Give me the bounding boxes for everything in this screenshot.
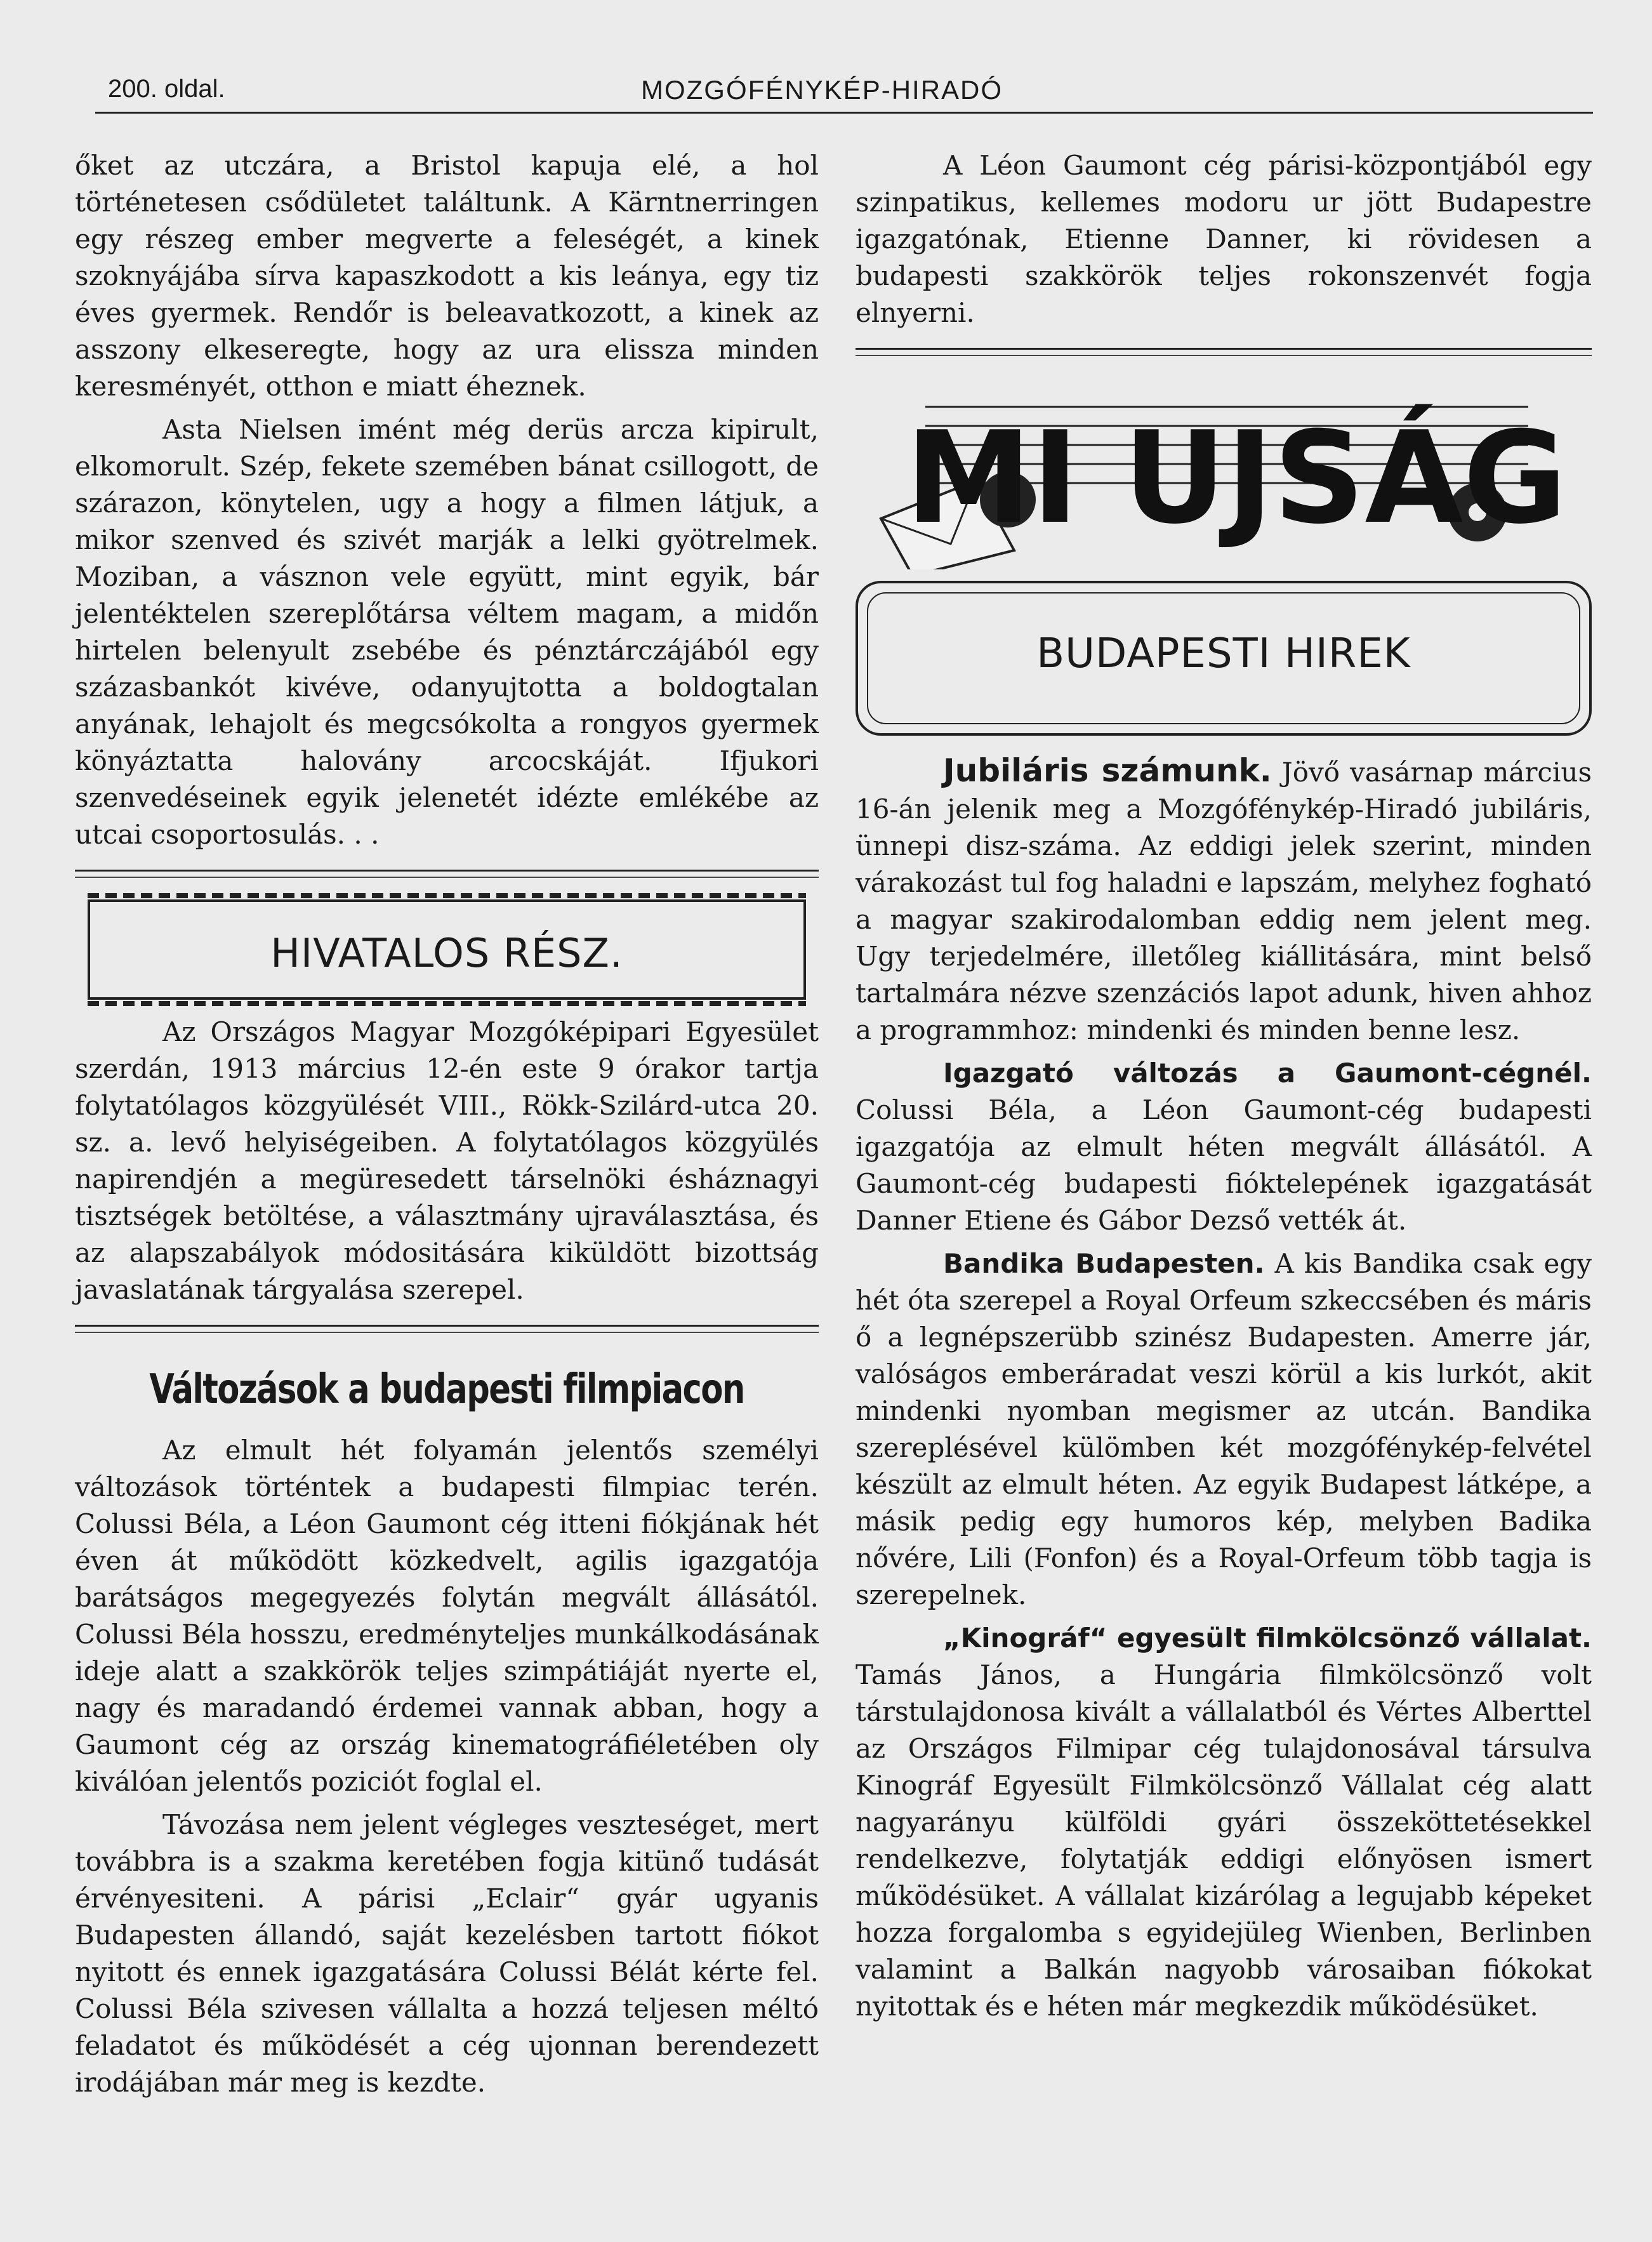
news-body: Jövő vasárnap március 16-án jelenik meg a Mozgófénykép-Hiradó jubiláris, ünnepi disz-száma. Az eddigi jelek szerint, minden várakozást tul fog haladni e lapszám, melyhez fogható a magyar szakirodalomban eddig nem jelent meg. Ugy terjedelmére, illetőleg kiállitására, mint belső tartalmára nézve szenzációs lapot adunk, hiven ahhoz a programmhoz: mindenki és minden benne lesz. [856,757,1592,1045]
news-item [856,752,1592,1049]
budapesti-hirek-box [856,581,1592,736]
paragraph: Asta Nielsen imént még derüs arcza kipirult, elkomorult. Szép, fekete szemében bánat csillogott, de szárazon, könytelen, ugy a hogy a filmen látjuk, a mikor szenved és szivét marják a lelki gyötrelmek. Moziban, a vásznon vele együtt, mint egyik, bár jelentéktelen szereplőtársa véltem magam, a midőn hirtelen belenyult zsebébe és pénztárczájából egy százasbankót kivéve, odanyujtotta a boldogtalan anyának, lehajolt és megcsókolta a rongyos gyermek könyáztatta halovány arcocskáját. Ifjukori szenvedéseinek egyik jelenetét idézte emlékébe az utcai csoportosulás. . . [75,414,819,850]
news-lead: Jubiláris számunk. [943,752,1272,789]
news-item [856,1055,1592,1239]
mi-ujsag-logo [856,373,1592,569]
news-lead: „Kinográf“ egyesült filmkölcsönző vállalat. [943,1622,1592,1654]
paragraph: Az elmult hét folyamán jelentős személyi változások történtek a budapesti filmpiac terén. Colussi Béla, a Léon Gaumont cég itteni fiókjának hét éven át működött közkedvelt, agilis igazgatója barátságos megegyezés folytán megvált állásától. Colussi Béla hosszu, eredményteljes munkálkodásának ideje alatt a szakkörök teljes szimpátiáját nyerte el, nagy és maradandó érdemei vannak abban, hogy a Gaumont cég az ország kinematográfiéletében oly kiválóan jelentős poziciót foglal el. [75,1435,819,1797]
left-column [75,147,819,2101]
news-item [856,1620,1592,2025]
paragraph: A Léon Gaumont cég párisi-központjából egy szinpatikus, kellemes modoru ur jött Budapestre igazgatónak, Etienne Danner, ki rövidesen a budapesti szakkörök teljes rokonszenvét fogja elnyerni. [856,150,1592,328]
running-title: MOZGÓFÉNYKÉP-HIRADÓ [641,75,1003,105]
news-item [856,1245,1592,1614]
news-body: Colussi Béla, a Léon Gaumont-cég budapesti igazgatója az elmult héten megvált állásától. A Gaumont-cég budapesti fióktelepének igazgatását Danner Etiene és Gábor Dezső vették át. [856,1094,1592,1236]
double-rule [75,870,819,878]
right-column [856,147,1592,2025]
logo-text: MI UJSÁG [905,404,1568,552]
box-title: HIVATALOS RÉSZ. [270,930,623,976]
news-lead: Bandika Budapesten. [943,1248,1265,1279]
mi-ujsag-logo-art [856,373,1592,569]
double-rule [856,348,1592,356]
news-body: A kis Bandika csak egy hét óta szerepel a Royal Orfeum szkeccsében és máris ő a legnépszerübb szinész Budapesten. Amerre jár, valóságos emberáradat veszi körül a kis lurkót, akit mindenki nyomban megismer az utcán. Bandika szereplésével külömben két mozgófénykép-felvétel készült az elmult héten. Az egyik Budapest látképe, a másik pedig egy humoros kép, melyben Badika nővére, Lili (Fonfon) és a Royal-Orfeum több tagja is szerepelnek. [856,1248,1592,1610]
paragraph: Az Országos Magyar Mozgóképipari Egyesület szerdán, 1913 március 12-én este 9 órakor tartja folytatólagos közgyülését VIII., Rökk-Szilárd-utca 20. sz. a. levő helyiségeiben. A folytatólagos közgyülés napirendjén a megüresedett társelnöki ésháznagyi tisztségek betöltése, a választmány ujraválasztása, és az alapszabályok módositására kiküldött bizottság javaslatának tárgyalása szerepel. [75,1016,819,1305]
box-title: BUDAPESTI HIREK [1036,630,1411,677]
paragraph: őket az utczára, a Bristol kapuja elé, a hol történetesen csődületet találtunk. A Kärntnerringen egy részeg ember megverte a feleségét, a kinek szoknyájába sírva kapaszkodott a kis leánya, egy tiz éves gyermek. Rendőr is beleavatkozott, a kinek az asszony elkeseregte, hogy az ura elissza minden keresményét, otthon e miatt éheznek. [75,150,819,402]
news-lead: Igazgató változás a Gaumont-cégnél. [943,1058,1592,1089]
page-number: 200. oldal. [108,75,225,103]
page-header [0,0,1652,127]
hivatalos-box [88,899,806,1000]
section-title: Változások a budapesti filmpiacon [149,1366,744,1413]
news-body: Tamás János, a Hungária filmkölcsönző volt társtulajdonosa kivált a vállalatból és Vértes Alberttel az Országos Filmipar cég tulajdonosával társulva Kinográf Egyesült Filmkölcsönző Vállalat cég alatt nagyarányu külföldi gyári összeköttetésekkel rendelkezve, folytatják eddigi előnyösen ismert működésüket. A vállalat kizárólag a legujabb képeket hozza forgalomba s egyidejüleg Wienben, Berlinben valamint a Balkán nagyobb városaiban fiókokat nyitottak és e héten már megkezdik működésüket. [856,1659,1592,2022]
paragraph: Távozása nem jelent végleges veszteséget, mert továbbra is a szakma keretében fogja kitünő tudását érvényesiteni. A párisi „Eclair“ gyár ugyanis Budapesten állandó, saját kezelésben tartott fiókot nyitott és ennek igazgatására Colussi Bélát kérte fel. Colussi Béla szivesen vállalta a hozzá teljesen méltó feladatot és működését a cég ujonnan berendezett irodájában már meg is kezdte. [75,1809,819,2098]
header-rule [95,112,1593,114]
double-rule [75,1325,819,1333]
